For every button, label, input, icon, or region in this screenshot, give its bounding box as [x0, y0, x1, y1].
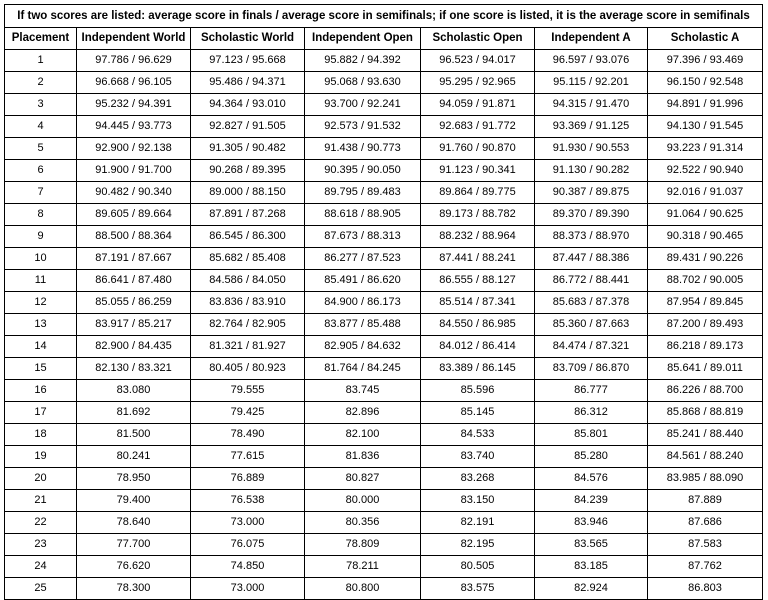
score-cell: 84.576 [535, 468, 648, 490]
score-cell: 82.100 [305, 424, 421, 446]
table-row [5, 556, 763, 578]
score-cell: 81.836 [305, 446, 421, 468]
score-cell: 76.538 [191, 490, 305, 512]
score-cell: 97.786 / 96.629 [77, 50, 191, 72]
score-cell: 89.795 / 89.483 [305, 182, 421, 204]
score-cell: 93.700 / 92.241 [305, 94, 421, 116]
placement-cell: 5 [5, 138, 77, 160]
score-cell: 87.200 / 89.493 [648, 314, 763, 336]
score-cell: 86.641 / 87.480 [77, 270, 191, 292]
table-row [5, 204, 763, 226]
placement-cell: 15 [5, 358, 77, 380]
column-header: Scholastic World [191, 28, 305, 50]
score-cell: 86.555 / 88.127 [421, 270, 535, 292]
score-cell: 83.150 [421, 490, 535, 512]
score-cell: 84.900 / 86.173 [305, 292, 421, 314]
score-cell: 82.764 / 82.905 [191, 314, 305, 336]
score-cell: 86.226 / 88.700 [648, 380, 763, 402]
score-cell: 84.012 / 86.414 [421, 336, 535, 358]
table-row [5, 512, 763, 534]
table-row [5, 94, 763, 116]
table-row [5, 358, 763, 380]
score-cell: 91.438 / 90.773 [305, 138, 421, 160]
score-cell: 85.280 [535, 446, 648, 468]
placement-cell: 21 [5, 490, 77, 512]
column-header: Placement [5, 28, 77, 50]
score-cell: 79.555 [191, 380, 305, 402]
table-row [5, 50, 763, 72]
score-cell: 85.596 [421, 380, 535, 402]
score-cell: 83.565 [535, 534, 648, 556]
score-cell: 85.491 / 86.620 [305, 270, 421, 292]
score-cell: 83.985 / 88.090 [648, 468, 763, 490]
score-cell: 94.315 / 91.470 [535, 94, 648, 116]
score-cell: 87.191 / 87.667 [77, 248, 191, 270]
score-cell: 83.575 [421, 578, 535, 600]
score-cell: 80.800 [305, 578, 421, 600]
placement-cell: 2 [5, 72, 77, 94]
score-cell: 84.586 / 84.050 [191, 270, 305, 292]
score-cell: 95.232 / 94.391 [77, 94, 191, 116]
score-cell: 80.356 [305, 512, 421, 534]
placement-cell: 9 [5, 226, 77, 248]
score-cell: 82.195 [421, 534, 535, 556]
score-cell: 83.745 [305, 380, 421, 402]
score-cell: 78.490 [191, 424, 305, 446]
score-cell: 85.514 / 87.341 [421, 292, 535, 314]
score-cell: 91.760 / 90.870 [421, 138, 535, 160]
placement-cell: 12 [5, 292, 77, 314]
score-cell: 95.115 / 92.201 [535, 72, 648, 94]
score-cell: 87.889 [648, 490, 763, 512]
table-row [5, 402, 763, 424]
score-cell: 85.055 / 86.259 [77, 292, 191, 314]
table-row [5, 380, 763, 402]
table-row [5, 182, 763, 204]
score-cell: 81.692 [77, 402, 191, 424]
score-cell: 86.218 / 89.173 [648, 336, 763, 358]
score-cell: 92.827 / 91.505 [191, 116, 305, 138]
score-cell: 92.573 / 91.532 [305, 116, 421, 138]
score-cell: 78.300 [77, 578, 191, 600]
placement-cell: 6 [5, 160, 77, 182]
score-cell: 90.482 / 90.340 [77, 182, 191, 204]
score-cell: 80.827 [305, 468, 421, 490]
placement-cell: 8 [5, 204, 77, 226]
placement-cell: 25 [5, 578, 77, 600]
placement-cell: 14 [5, 336, 77, 358]
score-cell: 89.864 / 89.775 [421, 182, 535, 204]
table-row [5, 534, 763, 556]
score-cell: 89.173 / 88.782 [421, 204, 535, 226]
score-cell: 85.241 / 88.440 [648, 424, 763, 446]
score-cell: 85.145 [421, 402, 535, 424]
score-cell: 79.400 [77, 490, 191, 512]
score-cell: 91.900 / 91.700 [77, 160, 191, 182]
score-cell: 88.500 / 88.364 [77, 226, 191, 248]
score-cell: 82.900 / 84.435 [77, 336, 191, 358]
score-cell: 76.620 [77, 556, 191, 578]
placement-cell: 13 [5, 314, 77, 336]
table-row [5, 314, 763, 336]
scores-table-container [4, 4, 763, 600]
table-row [5, 138, 763, 160]
score-cell: 91.064 / 90.625 [648, 204, 763, 226]
table-row [5, 226, 763, 248]
score-cell: 91.123 / 90.341 [421, 160, 535, 182]
score-cell: 95.295 / 92.965 [421, 72, 535, 94]
score-cell: 95.486 / 94.371 [191, 72, 305, 94]
score-cell: 77.700 [77, 534, 191, 556]
score-cell: 87.583 [648, 534, 763, 556]
score-cell: 83.836 / 83.910 [191, 292, 305, 314]
placement-cell: 20 [5, 468, 77, 490]
placement-cell: 18 [5, 424, 77, 446]
score-cell: 90.387 / 89.875 [535, 182, 648, 204]
score-cell: 77.615 [191, 446, 305, 468]
score-cell: 76.075 [191, 534, 305, 556]
placement-cell: 24 [5, 556, 77, 578]
score-cell: 94.445 / 93.773 [77, 116, 191, 138]
score-cell: 73.000 [191, 512, 305, 534]
score-cell: 95.068 / 93.630 [305, 72, 421, 94]
score-cell: 90.268 / 89.395 [191, 160, 305, 182]
score-cell: 87.762 [648, 556, 763, 578]
placement-cell: 4 [5, 116, 77, 138]
score-cell: 95.882 / 94.392 [305, 50, 421, 72]
score-cell: 81.321 / 81.927 [191, 336, 305, 358]
score-cell: 88.618 / 88.905 [305, 204, 421, 226]
table-caption: If two scores are listed: average score in finals / average score in semifinals; if one score is listed, it is the average score in semifinals [5, 5, 763, 28]
scores-table [4, 4, 763, 600]
score-cell: 84.533 [421, 424, 535, 446]
score-cell: 86.777 [535, 380, 648, 402]
score-cell: 82.896 [305, 402, 421, 424]
score-cell: 87.686 [648, 512, 763, 534]
table-row [5, 292, 763, 314]
score-cell: 85.641 / 89.011 [648, 358, 763, 380]
score-cell: 93.223 / 91.314 [648, 138, 763, 160]
table-header-row [5, 28, 763, 50]
table-row [5, 270, 763, 292]
score-cell: 82.924 [535, 578, 648, 600]
table-row [5, 490, 763, 512]
table-row [5, 336, 763, 358]
score-cell: 93.369 / 91.125 [535, 116, 648, 138]
column-header: Independent Open [305, 28, 421, 50]
score-cell: 83.268 [421, 468, 535, 490]
score-cell: 87.447 / 88.386 [535, 248, 648, 270]
score-cell: 85.360 / 87.663 [535, 314, 648, 336]
placement-cell: 10 [5, 248, 77, 270]
column-header: Independent World [77, 28, 191, 50]
placement-cell: 16 [5, 380, 77, 402]
score-cell: 73.000 [191, 578, 305, 600]
score-cell: 83.877 / 85.488 [305, 314, 421, 336]
score-cell: 74.850 [191, 556, 305, 578]
score-cell: 85.683 / 87.378 [535, 292, 648, 314]
table-row [5, 116, 763, 138]
placement-cell: 22 [5, 512, 77, 534]
score-cell: 78.211 [305, 556, 421, 578]
score-cell: 78.950 [77, 468, 191, 490]
score-cell: 90.318 / 90.465 [648, 226, 763, 248]
score-cell: 89.000 / 88.150 [191, 182, 305, 204]
column-header: Scholastic A [648, 28, 763, 50]
score-cell: 91.305 / 90.482 [191, 138, 305, 160]
placement-cell: 19 [5, 446, 77, 468]
score-cell: 91.130 / 90.282 [535, 160, 648, 182]
score-cell: 82.191 [421, 512, 535, 534]
score-cell: 86.772 / 88.441 [535, 270, 648, 292]
table-row [5, 468, 763, 490]
score-cell: 86.312 [535, 402, 648, 424]
score-cell: 83.946 [535, 512, 648, 534]
score-cell: 92.016 / 91.037 [648, 182, 763, 204]
placement-cell: 1 [5, 50, 77, 72]
score-cell: 92.522 / 90.940 [648, 160, 763, 182]
score-cell: 83.709 / 86.870 [535, 358, 648, 380]
table-row [5, 248, 763, 270]
score-cell: 94.364 / 93.010 [191, 94, 305, 116]
score-cell: 87.891 / 87.268 [191, 204, 305, 226]
score-cell: 85.868 / 88.819 [648, 402, 763, 424]
placement-cell: 11 [5, 270, 77, 292]
table-body [5, 50, 763, 600]
score-cell: 86.803 [648, 578, 763, 600]
score-cell: 87.954 / 89.845 [648, 292, 763, 314]
score-cell: 89.605 / 89.664 [77, 204, 191, 226]
table-row [5, 424, 763, 446]
score-cell: 84.550 / 86.985 [421, 314, 535, 336]
placement-cell: 23 [5, 534, 77, 556]
score-cell: 88.232 / 88.964 [421, 226, 535, 248]
table-row [5, 446, 763, 468]
score-cell: 83.080 [77, 380, 191, 402]
score-cell: 85.682 / 85.408 [191, 248, 305, 270]
score-cell: 92.683 / 91.772 [421, 116, 535, 138]
score-cell: 85.801 [535, 424, 648, 446]
score-cell: 91.930 / 90.553 [535, 138, 648, 160]
table-caption-row [5, 5, 763, 28]
score-cell: 96.668 / 96.105 [77, 72, 191, 94]
table-row [5, 160, 763, 182]
score-cell: 94.891 / 91.996 [648, 94, 763, 116]
score-cell: 87.441 / 88.241 [421, 248, 535, 270]
score-cell: 80.505 [421, 556, 535, 578]
score-cell: 83.740 [421, 446, 535, 468]
score-cell: 80.241 [77, 446, 191, 468]
score-cell: 84.474 / 87.321 [535, 336, 648, 358]
score-cell: 79.425 [191, 402, 305, 424]
score-cell: 84.239 [535, 490, 648, 512]
score-cell: 83.917 / 85.217 [77, 314, 191, 336]
score-cell: 92.900 / 92.138 [77, 138, 191, 160]
score-cell: 87.673 / 88.313 [305, 226, 421, 248]
score-cell: 88.373 / 88.970 [535, 226, 648, 248]
score-cell: 81.500 [77, 424, 191, 446]
score-cell: 86.277 / 87.523 [305, 248, 421, 270]
column-header: Independent A [535, 28, 648, 50]
score-cell: 81.764 / 84.245 [305, 358, 421, 380]
score-cell: 94.059 / 91.871 [421, 94, 535, 116]
score-cell: 96.523 / 94.017 [421, 50, 535, 72]
score-cell: 83.389 / 86.145 [421, 358, 535, 380]
score-cell: 82.130 / 83.321 [77, 358, 191, 380]
table-row [5, 72, 763, 94]
score-cell: 88.702 / 90.005 [648, 270, 763, 292]
score-cell: 89.370 / 89.390 [535, 204, 648, 226]
column-header: Scholastic Open [421, 28, 535, 50]
placement-cell: 7 [5, 182, 77, 204]
score-cell: 86.545 / 86.300 [191, 226, 305, 248]
placement-cell: 17 [5, 402, 77, 424]
score-cell: 94.130 / 91.545 [648, 116, 763, 138]
score-cell: 96.150 / 92.548 [648, 72, 763, 94]
score-cell: 78.640 [77, 512, 191, 534]
score-cell: 97.396 / 93.469 [648, 50, 763, 72]
score-cell: 76.889 [191, 468, 305, 490]
score-cell: 89.431 / 90.226 [648, 248, 763, 270]
score-cell: 84.561 / 88.240 [648, 446, 763, 468]
placement-cell: 3 [5, 94, 77, 116]
score-cell: 90.395 / 90.050 [305, 160, 421, 182]
score-cell: 78.809 [305, 534, 421, 556]
score-cell: 82.905 / 84.632 [305, 336, 421, 358]
score-cell: 80.405 / 80.923 [191, 358, 305, 380]
score-cell: 83.185 [535, 556, 648, 578]
table-row [5, 578, 763, 600]
score-cell: 97.123 / 95.668 [191, 50, 305, 72]
score-cell: 80.000 [305, 490, 421, 512]
score-cell: 96.597 / 93.076 [535, 50, 648, 72]
